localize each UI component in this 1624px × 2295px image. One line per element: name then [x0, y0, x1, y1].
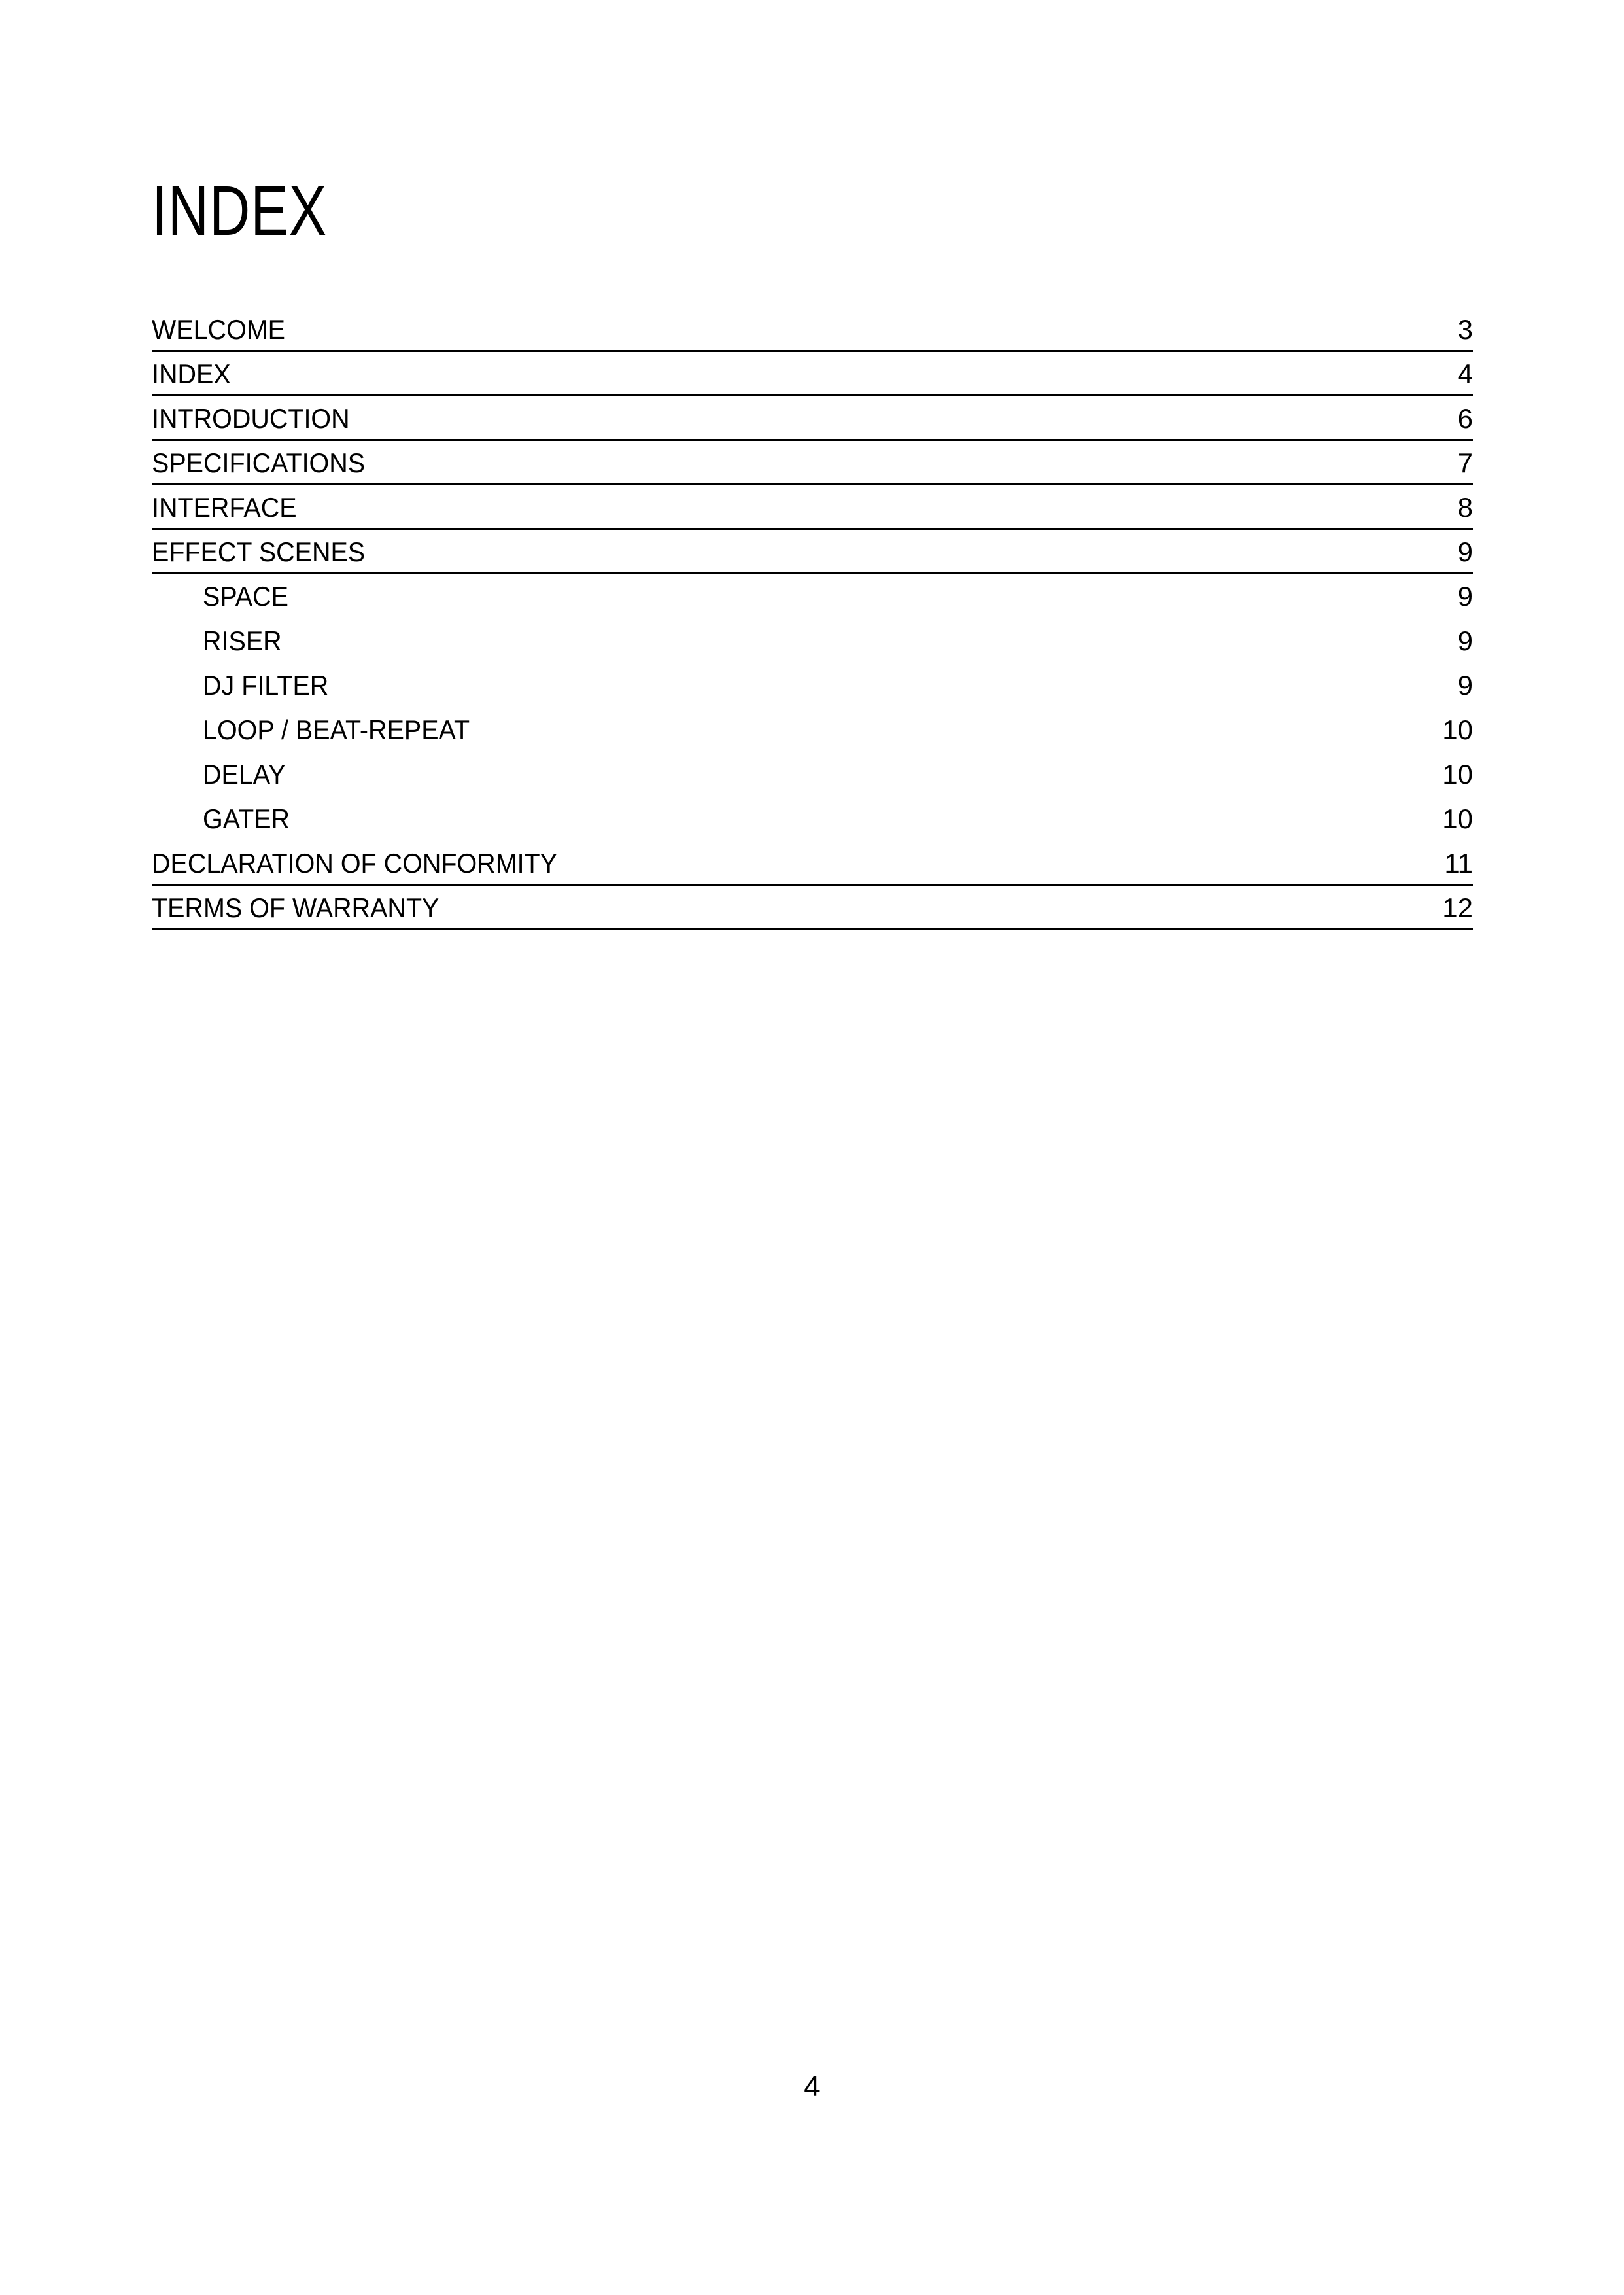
toc-entry-label: GATER	[203, 803, 290, 834]
toc-entry[interactable]	[152, 441, 1473, 485]
toc-entry-label: DELAY	[203, 759, 286, 790]
toc-entry[interactable]	[152, 396, 1473, 441]
toc-entry-page: 3	[1457, 314, 1473, 345]
toc-entry-page: 10	[1442, 759, 1473, 790]
toc-entry-page: 10	[1442, 803, 1473, 834]
toc-entry[interactable]	[152, 708, 1473, 752]
toc-entry-label: TERMS OF WARRANTY	[152, 892, 440, 923]
toc-entry-label: SPECIFICATIONS	[152, 447, 366, 478]
table-of-contents	[152, 307, 1473, 930]
toc-entry[interactable]	[152, 574, 1473, 619]
toc-entry-page: 9	[1457, 536, 1473, 567]
toc-entry[interactable]	[152, 352, 1473, 396]
page-folio: 4	[804, 2071, 820, 2103]
toc-entry-page: 8	[1457, 492, 1473, 523]
toc-entry-page: 7	[1457, 447, 1473, 478]
toc-entry-label: INDEX	[152, 359, 231, 389]
toc-entry-label: WELCOME	[152, 314, 285, 345]
toc-entry-label: DJ FILTER	[203, 670, 329, 701]
toc-entry-page: 9	[1457, 670, 1473, 701]
toc-entry-label: INTRODUCTION	[152, 403, 350, 434]
toc-entry-page: 4	[1457, 359, 1473, 389]
page-title: INDEX	[152, 171, 328, 250]
toc-entry-label: SPACE	[203, 581, 288, 612]
toc-entry[interactable]	[152, 797, 1473, 841]
toc-entry[interactable]	[152, 886, 1473, 930]
toc-entry-label: INTERFACE	[152, 492, 297, 523]
toc-entry[interactable]	[152, 663, 1473, 708]
toc-entry[interactable]	[152, 752, 1473, 797]
toc-entry[interactable]	[152, 530, 1473, 574]
toc-entry-page: 9	[1457, 581, 1473, 612]
toc-entry-page: 6	[1457, 403, 1473, 434]
toc-entry[interactable]	[152, 841, 1473, 886]
toc-entry-label: EFFECT SCENES	[152, 536, 366, 567]
toc-entry-page: 12	[1442, 892, 1473, 923]
toc-entry-label: DECLARATION OF CONFORMITY	[152, 848, 558, 879]
toc-entry-page: 10	[1442, 714, 1473, 745]
toc-entry-page: 11	[1444, 848, 1473, 879]
toc-entry-page: 9	[1457, 625, 1473, 656]
toc-entry[interactable]	[152, 485, 1473, 530]
toc-entry[interactable]	[152, 307, 1473, 352]
toc-entry-label: RISER	[203, 625, 282, 656]
toc-entry-label: LOOP / BEAT-REPEAT	[203, 714, 470, 745]
toc-entry[interactable]	[152, 619, 1473, 663]
